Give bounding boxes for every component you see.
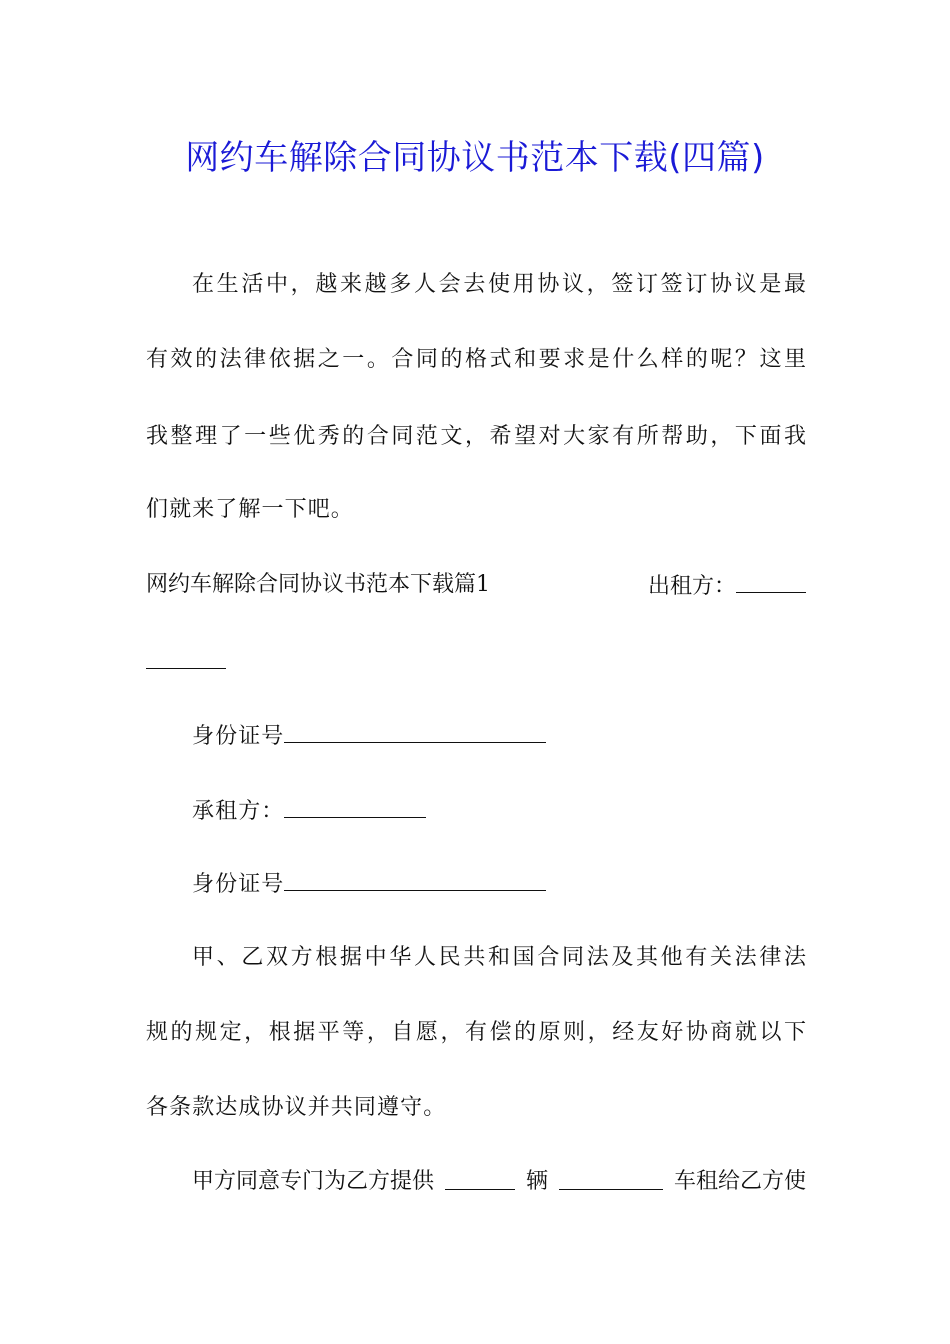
vehicle-type-blank <box>559 1167 663 1190</box>
lessor-blank-continued <box>146 646 806 678</box>
lessor-field <box>648 570 806 602</box>
document-title: 网约车解除合同协议书范本下载(四篇) <box>185 138 765 178</box>
lessee-id-label: 身份证号 <box>192 872 285 897</box>
section-heading-row <box>146 570 806 602</box>
lessor-id-row <box>192 720 806 752</box>
lessee-label: 承租方： <box>192 799 285 824</box>
lessor-blank-wrap <box>146 646 226 669</box>
provision-part-2: 辆 <box>525 1169 548 1194</box>
vehicle-count-blank <box>445 1167 515 1190</box>
provision-part-1: 甲方同意专门为乙方提供 <box>192 1169 435 1194</box>
lessee-row <box>192 795 806 827</box>
section-heading: 网约车解除合同协议书范本下载篇1 <box>146 572 490 597</box>
intro-line-2: 有效的法律依据之一。合同的格式和要求是什么样的呢？这里 <box>146 347 806 372</box>
intro-line-4: 们就来了解一下吧。 <box>146 497 354 522</box>
intro-line-1: 在生活中，越来越多人会去使用协议，签订签订协议是最 <box>192 272 806 297</box>
clause-line-3: 各条款达成协议并共同遵守。 <box>146 1095 447 1120</box>
clause-line-2: 规的规定，根据平等，自愿，有偿的原则，经友好协商就以下 <box>146 1020 806 1045</box>
lessee-id-blank <box>284 868 546 891</box>
lessor-id-blank <box>284 720 546 743</box>
lessor-id-label: 身份证号 <box>192 724 285 749</box>
intro-line-3: 我整理了一些优秀的合同范文，希望对大家有所帮助，下面我 <box>146 424 806 449</box>
provision-row <box>192 1167 806 1197</box>
lessor-label: 出租方： <box>647 574 736 599</box>
provision-part-3: 车租给乙方使 <box>673 1169 806 1194</box>
lessee-id-row <box>192 868 806 900</box>
clause-line-1: 甲、乙双方根据中华人民共和国合同法及其他有关法律法 <box>192 945 806 970</box>
lessor-blank <box>736 570 806 593</box>
lessee-blank <box>284 795 426 818</box>
